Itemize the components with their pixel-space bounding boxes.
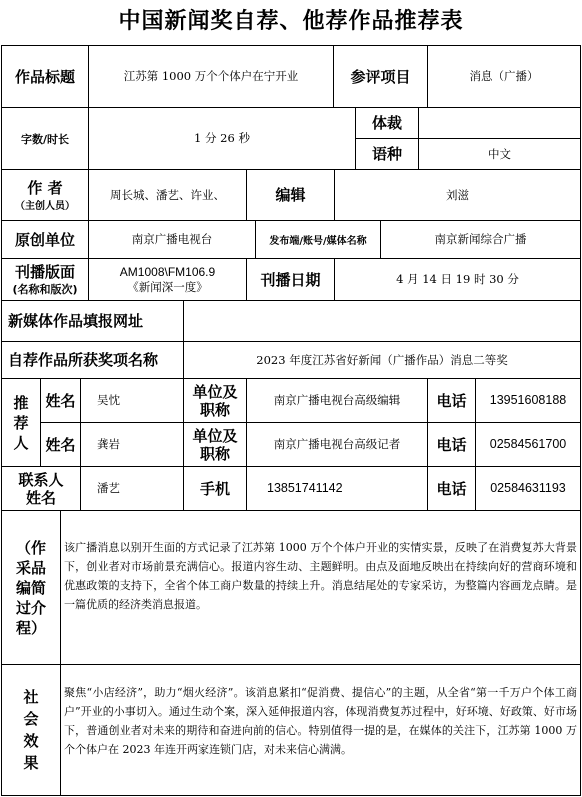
category-label: 参评项目 [350,67,411,86]
recommender2-name-label: 姓名 [45,435,76,454]
mobile-value: 13851741142 [267,481,343,495]
editor-label: 编辑 [275,186,306,204]
process-text: 该广播消息以别开生面的方式记录了江苏第 1000 万个个体户开业的实情实景，反映了在消费复苏大背景下，创业者对市场前景充满信心。报道内容生动、主题鲜明。由点及面地反映出在持续向好的营商环境和优惠政策的支持下，全省个体工商户数量的持续上升。消息结尾处的专家采访，为整篇内容画龙点睛。是一篇优质的经济类消息报道。 [64,541,577,611]
recommender2-name: 龚岩 [97,437,120,451]
author-value: 周长城、潘艺、许业、 [110,187,225,202]
contact-phone: 02584631193 [490,481,566,495]
recommender1-phone: 13951608188 [489,393,567,407]
recommender2-phone: 02584561700 [489,437,567,451]
layout-value-line2: 《新闻深一度》 [127,279,208,294]
layout-sub-label: (名称和版次) [12,282,78,296]
length-label: 字数/时长 [20,132,70,146]
mobile-label: 手机 [199,479,230,498]
effect-label: 社会效果 [23,688,39,772]
language-label: 语种 [371,145,402,163]
recommender1-name: 吴忱 [97,393,120,407]
language-value: 中文 [488,146,511,161]
length-value: 1 分 26 秒 [194,131,250,145]
layout-label: 刊播版面 [14,262,75,281]
recommender2-phone-label: 电话 [436,435,467,454]
unit-label: 原创单位 [14,230,75,249]
recommender2-unit-label: 单位及职称 [192,426,238,463]
editor-value: 刘滋 [446,187,469,202]
publisher-value: 南京新闻综合广播 [434,232,527,246]
contact-phone-label: 电话 [436,479,467,498]
layout-value-line1: AM1008\FM106.9 [119,264,216,279]
recommender1-unit: 南京广播电视台高级编辑 [273,393,401,407]
author-label-cell [2,170,88,220]
contact-label: 联系人姓名 [18,470,64,507]
award-value: 2023 年度江苏省好新闻（广播作品）消息二等奖 [256,352,508,367]
effect-text: 聚焦“小店经济”，助力“烟火经济”。该消息紧扣“促消费、提信心”的主题，从全省“第一千万户个体工商户”开业的小事切入。通过生动个案，深入延伸报道内容，体现消费复苏过程中，好环境、好政策、好市场下，普通创业者对未来的期待和奋进向前的信心。特别值得一提的是，在媒体的关注下，江苏第 1000 万个个体户在 2023 年连开两家连锁门店，对未来信心满满。 [64,686,577,756]
award-label: 自荐作品所获奖项名称 [8,351,159,369]
unit-value: 南京广播电视台 [131,232,213,246]
genre-label: 体裁 [371,114,402,132]
work-title-label: 作品标题 [14,67,75,86]
date-value: 4 月 14 日 19 时 30 分 [396,272,519,286]
form-title: 中国新闻奖自荐、他荐作品推荐表 [118,8,464,34]
author-label: 作 者 [27,178,63,197]
process-label: （作采品编简过介程） [16,538,47,637]
work-title-value: 江苏第 1000 万个个体户在宁开业 [123,69,299,83]
contact-name: 潘艺 [97,481,120,495]
date-label: 刊播日期 [260,270,321,289]
recommender2-unit: 南京广播电视台高级记者 [273,437,401,451]
url-label: 新媒体作品填报网址 [8,312,144,330]
recommender1-name-label: 姓名 [45,391,76,410]
author-sub-label: （主创人员） [15,200,75,212]
layout-label-cell [2,259,88,300]
recommender-label: 推荐人 [13,393,29,452]
recommender1-phone-label: 电话 [436,391,467,410]
layout-value-cell [89,259,246,300]
genre-value [419,108,580,138]
publisher-label: 发布端/账号/媒体名称 [269,236,367,247]
url-value [184,301,580,341]
recommender1-unit-label: 单位及职称 [192,382,238,419]
category-value: 消息（广播） [469,69,539,83]
